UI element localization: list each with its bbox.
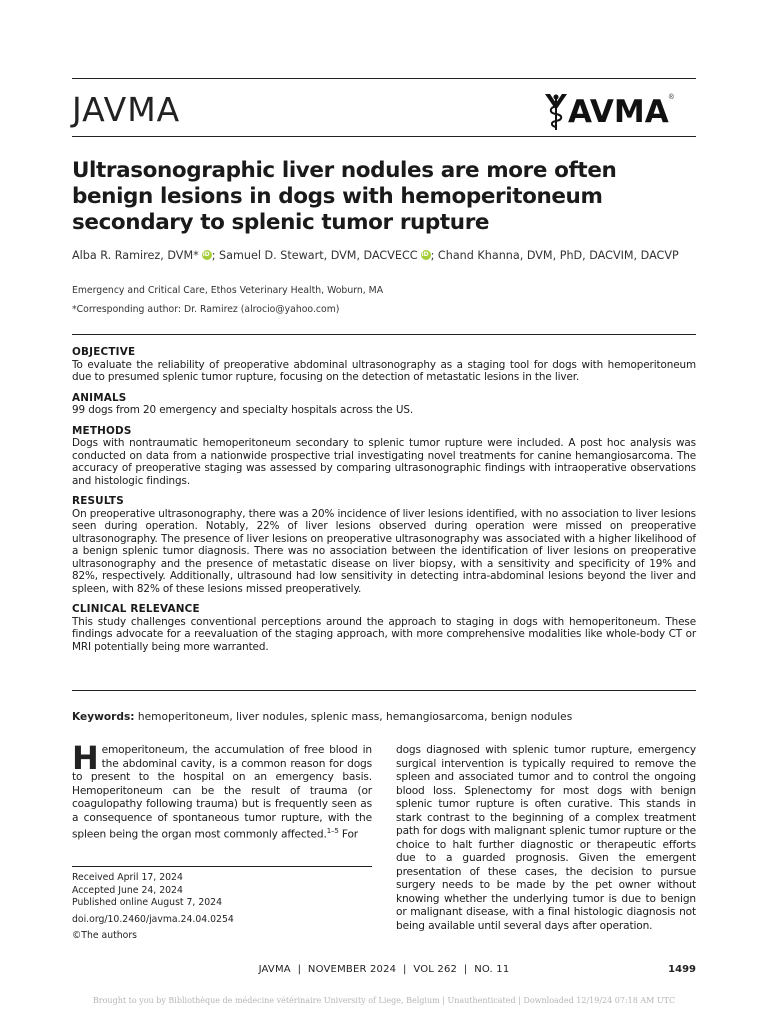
body-column-2: [396, 744, 696, 933]
author-separator: ;: [430, 249, 438, 262]
header-rule: [72, 136, 696, 137]
author-separator: ;: [211, 249, 220, 262]
affiliation: Emergency and Critical Care, Ethos Veterinary Health, Woburn, MA: [72, 285, 384, 296]
download-watermark: Brought to you by Bibliothèque de médecine vétérinaire University of Liege, Belgium | Unauthenticated | Downloaded 12/19/24 07:18 AM UTC: [92, 996, 676, 1005]
author-name: Chand Khanna, DVM, PhD, DACVIM, DACVP: [437, 249, 679, 262]
abstract-heading: CLINICAL RELEVANCE: [72, 603, 200, 615]
keywords-label: Keywords:: [72, 711, 135, 723]
abstract-text: 99 dogs from 20 emergency and specialty hospitals across the US.: [72, 404, 414, 416]
orcid-icon[interactable]: [202, 250, 212, 260]
corresponding-author: *Corresponding author: Dr. Ramirez (alrocio@yahoo.com): [72, 304, 340, 315]
body-col1-tail: For: [338, 828, 359, 841]
article-dates: [72, 872, 234, 943]
abstract-section: [72, 392, 696, 417]
top-rule: [72, 78, 696, 79]
abstract-heading: OBJECTIVE: [72, 346, 136, 358]
accepted-date: Accepted June 24, 2024: [72, 884, 183, 896]
abstract-top-rule: [72, 334, 696, 335]
registered-mark: ®: [668, 94, 674, 101]
abstract-text: On preoperative ultrasonography, there was a 20% incidence of liver lesions identified, with no association to liver lesions seen during operation. Notably, 22% of liver lesions observed during operation were missed on preoperative ultrasonography. The presence of liver lesions on preoperative ultrasonography was associated with a higher likelihood of a benign splenic tumor diagnosis. There was no association between the identification of liver lesions on preoperative ultrasonography and the presence of metastatic disease on liver biopsy, with a sensitivity and specificity of 19% and 82%, respectively. Additionally, ultrasound had low sensitivity in detecting intra-abdominal lesions beyond the liver and spleen, with 82% of these lesions missed preoperatively.: [72, 507, 696, 595]
body-column-1: [72, 739, 372, 842]
abstract-section: [72, 495, 696, 595]
abstract-text: This study challenges conventional perceptions around the approach to staging in dogs with hemoperitoneum. These findings advocate for a reevaluation of the staging approach, with more comprehensive modalities like whole-body CT or MRI potentially being more warranted.: [72, 615, 696, 653]
journal-name: JAVMA: [72, 90, 181, 129]
running-footer: JAVMA | NOVEMBER 2024 | VOL 262 | NO. 11: [258, 964, 510, 975]
body-col2-text: dogs diagnosed with splenic tumor rupture, emergency surgical intervention is typically required to remove the spleen and associated tumor and to control the ongoing blood loss. Splenectomy for most dogs with benign splenic tumor rupture is often curative. This stands in stark contrast to the beginning of a complex treatment path for dogs with malignant splenic tumor rupture or the choice to halt further diagnostic or therapeutic efforts due to a guarded prognosis. Given the emergent presentation of these cases, the decision to pursue surgery needs to be made by the pet owner without knowing whether the underlying tumor is due to benign or malignant disease, with a final histologic diagnosis not being available until several days after operation.: [396, 744, 696, 932]
abstract-section: [72, 425, 696, 488]
avma-logo: [544, 92, 674, 132]
abstract-text: To evaluate the reliability of preoperative abdominal ultrasonography as a staging tool for dogs with hemoperitoneum due to presumed splenic tumor rupture, focusing on the detection of metastatic lesions in the liver.: [72, 358, 696, 383]
abstract-heading: ANIMALS: [72, 391, 127, 404]
dates-rule: [72, 866, 372, 867]
keywords-text: hemoperitoneum, liver nodules, splenic mass, hemangiosarcoma, benign nodules: [137, 711, 573, 723]
author-list: [72, 249, 679, 262]
abstract-heading: METHODS: [72, 424, 132, 437]
author-name: Alba R. Ramirez, DVM*: [72, 249, 199, 262]
abstract-heading: RESULTS: [72, 495, 124, 507]
caduceus-icon: [544, 92, 568, 132]
abstract-text: Dogs with nontraumatic hemoperitoneum secondary to splenic tumor rupture were included. A post hoc analysis was conducted on data from a nationwide prospective trial investigating novel treatments for canine hemangiosarcoma. The accuracy of preoperative staging was assessed by comparing ultrasonographic findings with intraoperative observations and histologic findings.: [72, 437, 696, 487]
abstract-section: [72, 346, 696, 384]
citation-ref: 1–5: [326, 827, 339, 835]
logo-text: AVMA: [568, 94, 669, 130]
abstract-section: [72, 603, 696, 653]
license: ©The authors: [72, 930, 138, 942]
published-date: Published online August 7, 2024: [72, 897, 223, 909]
orcid-icon[interactable]: [421, 250, 431, 260]
received-date: Received April 17, 2024: [72, 872, 183, 883]
doi-link[interactable]: doi.org/10.2460/javma.24.04.0254: [72, 913, 234, 925]
abstract-bottom-rule: [72, 690, 696, 691]
keywords: [72, 711, 572, 723]
page-number: 1499: [668, 964, 696, 975]
author-name: Samuel D. Stewart, DVM, DACVECC: [219, 249, 418, 262]
body-col1-text: emoperitoneum, the accumulation of free blood in the abdominal cavity, is a common reason for dogs to present to the hospital on an emergency basis. Hemoperitoneum can be the result of trauma (or coagulopathy following trauma) but is frequently seen as a consequence of spontaneous tumor rupture, with the spleen being the organ most commonly affected.: [72, 744, 372, 841]
abstract: [72, 346, 696, 661]
article-title: Ultrasonographic liver nodules are more often benign lesions in dogs with hemoperitoneum secondary to splenic tumor rupture: [72, 158, 617, 235]
drop-cap: H: [72, 739, 99, 777]
